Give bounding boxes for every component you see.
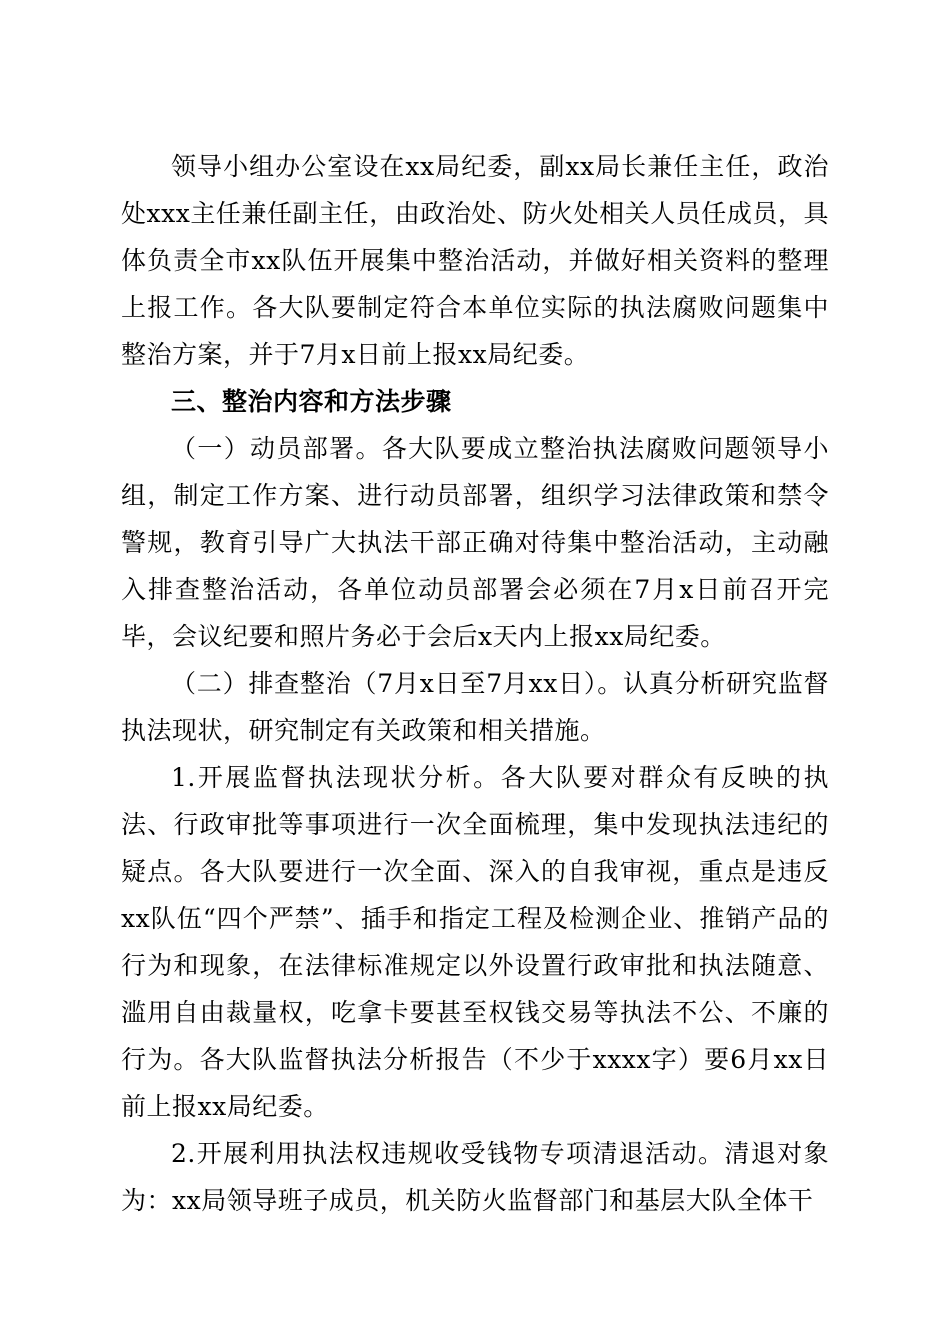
section-heading-3: 三、整治内容和方法步骤 xyxy=(171,387,452,416)
paragraph-item-2: 2.开展利用执法权违规收受钱物专项清退活动。清退对象为：xx局领导班子成员，机关防火监督部门和基层大队全体干 xyxy=(121,1139,829,1215)
paragraph-leadership-office: 领导小组办公室设在xx局纪委，副xx局长兼任主任，政治处xxx主任兼任副主任，由政治处、防火处相关人员任成员，具体负责全市xx队伍开展集中整治活动，并做好相关资料的整理上报工作。各大队要制定符合本单位实际的执法腐败问题集中整治方案，并于7月x日前上报xx局纪委。 xyxy=(121,152,829,369)
paragraph-investigation: （二）排查整治（7月x日至7月xx日）。认真分析研究监督执法现状，研究制定有关政策和相关措施。 xyxy=(121,669,829,745)
document-body xyxy=(121,143,829,1224)
paragraph-item-1: 1.开展监督执法现状分析。各大队要对群众有反映的执法、行政审批等事项进行一次全面梳理，集中发现执法违纪的疑点。各大队要进行一次全面、深入的自我审视，重点是违反xx队伍“四个严禁”、插手和指定工程及检测企业、推销产品的行为和现象，在法律标准规定以外设置行政审批和执法随意、滥用自由裁量权，吃拿卡要甚至权钱交易等执法不公、不廉的行为。各大队监督执法分析报告（不少于xxxx字）要6月xx日前上报xx局纪委。 xyxy=(121,763,829,1121)
paragraph-mobilization: （一）动员部署。各大队要成立整治执法腐败问题领导小组，制定工作方案、进行动员部署，组织学习法律政策和禁令警规，教育引导广大执法干部正确对待集中整治活动，主动融入排查整治活动，各单位动员部署会必须在7月x日前召开完毕，会议纪要和照片务必于会后x天内上报xx局纪委。 xyxy=(121,434,829,651)
